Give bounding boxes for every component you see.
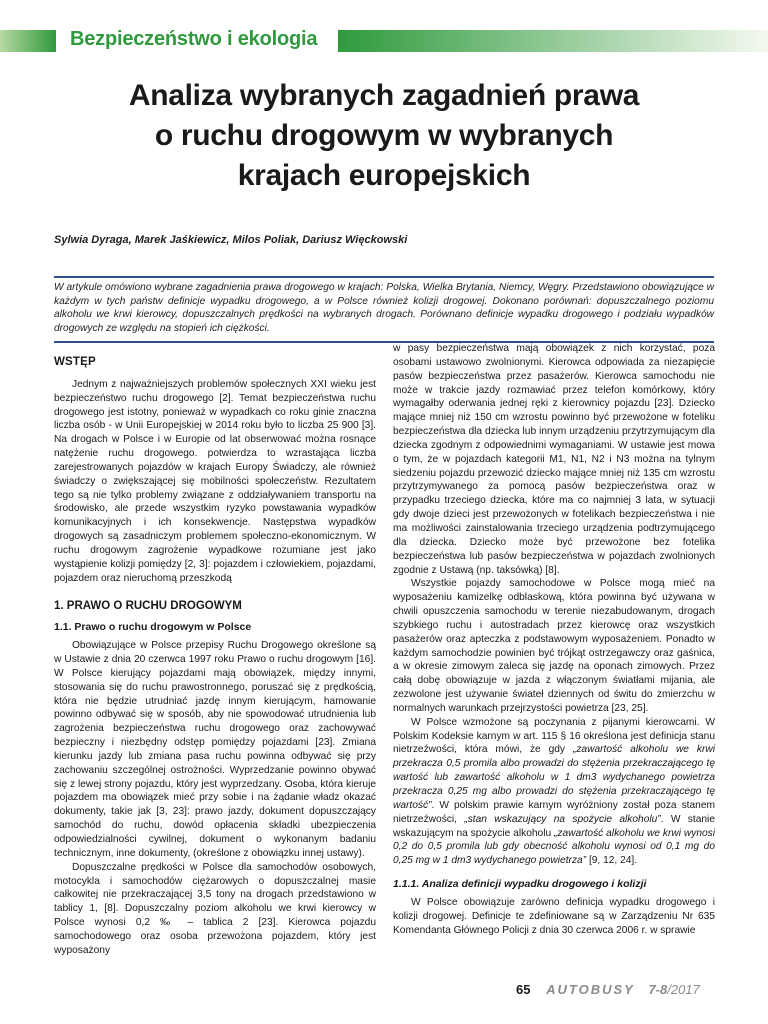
journal-name: AUTOBUSY	[546, 982, 635, 997]
paragraph-speed-limits: Dopuszczalne prędkości w Polsce dla samochodów osobowych, motocykla i samochodów ciężarowych o dopuszczalnej masie całkowitej nie przekraczającej 3,5 tony na drogach przedstawiono w tablicy 1, [8]. Dopuszczalny poziom alkoholu we krwi kierowcy w Polsce wynosi 0,2 ‰ – tablica 2 [23]. Kierowca pojazdu samochodowego oraz osoba przewożona pojazdem, który jest wyposażony	[54, 861, 376, 956]
subsection-heading-1-1: 1.1. Prawo o ruchu drogowym w Polsce	[54, 621, 252, 634]
alcohol-text-mid-1: . W polskim prawie karnym wyróżniony został poza stanem nietrzeźwości,	[393, 799, 715, 825]
alcohol-quote-2: „stan wskazujący na spożycie alkoholu”	[464, 813, 661, 825]
alcohol-text-start: W Polsce wzmożone są poczynania z pijanymi kierowcami. W Polskim Kodeksie karnym w art. 115 § 16 określona jest definicja stanu nietrzeźwości, która mówi, że gdy	[393, 716, 715, 756]
paragraph-alcohol	[393, 716, 715, 868]
page-footer	[516, 982, 700, 997]
intro-heading: WSTĘP	[54, 356, 96, 368]
header-bar-left	[0, 30, 56, 52]
authors: Sylwia Dyraga, Marek Jaśkiewicz, Milos Poliak, Dariusz Więckowski	[54, 234, 408, 246]
alcohol-text-end: [9, 12, 24].	[586, 855, 638, 867]
issue-number: 7-8	[648, 982, 668, 997]
abstract: W artykule omówiono wybrane zagadnienia prawa drogowego w krajach: Polska, Wielka Brytania, Niemcy, Węgry. Przedstawiono obowiązujące w każdym w tych państw definicje wypadku drogowego, a w Polsce również kolizji drogowej. Dokonano porównań: dopuszczalnego poziomu alkoholu we krwi kierowcy, dopuszczalnych prędkości na wybranych drogach. Porównano definicje wypadku drogowego i podziału wypadków drogowych ze względu na stopień ich ciężkości.	[54, 282, 714, 334]
intro-paragraph: Jednym z najważniejszych problemów społecznych XXI wieku jest bezpieczeństwo ruchu drogowego [2]. Temat bezpieczeństwa ruchu drogowego jest istotny, ponieważ w wypadkach co roku ginie znaczna liczba osób - w Unii Europejskiej w 2014 roku było to liczba 25 900 [3]. Na drogach w Polsce i w Europie od lat obserwować można rosnące natężenie ruchu drogowego. potwierdza to wzrastająca liczba zarejestrowanych pojazdów w krajach Europy Świadczy, ale również świadczy o zwiększającej się mobilności społeczeństw. Rezultatem tego są nie tylko problemy związane z oddziaływaniem transportu na środowisko, ale przede wszystkim ryzyko powstawania wypadków komunikacyjnych i ich konsekwencje. Następstwa wypadków drogowych są zasadniczym problemem społeczno-ekonomicznym. W ruchu drogowym zagrożenie wypadkowe rozumiane jest jako wystąpienie kolizji pomiędzy [2, 3]: pojazdem i człowiekiem, pojazdami, pojazdem oraz nieruchomą przeszkodą	[54, 378, 376, 584]
article-title	[70, 76, 698, 196]
title-line-3: krajach europejskich	[237, 159, 531, 192]
section-heading-1: 1. PRAWO O RUCHU DROGOWYM	[54, 599, 242, 612]
header-bar-right	[338, 30, 768, 52]
subsection-heading-1-1-1: 1.1.1. Analiza definicji wypadku drogowego i kolizji	[393, 878, 647, 891]
alcohol-quote-3: „zawartość alkoholu we krwi wynosi 0,2 do 0,5 promila lub gdy obecność alkoholu wynosi od 0,1 mg do 0,25 mg w 1 dm3 wydychanego powietrza”	[393, 827, 716, 867]
paragraph-seatbelts: w pasy bezpieczeństwa mają obowiązek z nich korzystać, poza osobami ustawowo zwolnionymi. Kierowca odpowiada za niezapięcie pasów bezpieczeństwa przez pasażerów. Kierowca samochodu nie może w trakcie jazdy rozmawiać przez telefon komórkowy, który wymagałby oderwania jednej ręki z kierownicy pojazdu [23]. Dziecko mające mniej niż 150 cm wzrostu powinno być przewożone w foteliku bezpieczeństwa dla dziecka lub innym urządzeniu przytrzymującym dla dziecka zgodnym z odpowiednimi wymaganiami. W ustawie jest mowa o tym, że w pojazdach kategorii M1, N1, N2 i N3 można na tylnym siedzeniu pojazdu przewozić dziecko mające mniej niż 135 cm wzrostu przytrzymywanego za pomocą pasów bezpieczeństwa oraz w przypadku trzeciego dziecka, które ma co najmniej 3 lata, w sytuacji gdy dwoje dzieci jest przewożonych w fotelikach bezpieczeństwa i nie ma możliwości zainstalowania trzeciego urządzenia podtrzymującego dla dziecka. Dziecko może być przewożone bez fotelika bezpieczeństwa lub pasów bezpieczeństwa w pojazdach zwolnionych zgodnie z Ustawą (np. taksówką) [8].	[393, 343, 715, 576]
issue-year: /2017	[667, 982, 700, 997]
title-line-2: o ruchu drogowym w wybranych	[154, 119, 614, 152]
left-column	[54, 356, 376, 958]
alcohol-quote-1: „zawartość alkoholu we krwi przekracza 0,5 promila albo prowadzi do stężenia przekraczającego tę wartość lub zawartość alkoholu w 1 dm3 wydychanego powietrza przekracza 0,25 mg albo prowadzi do stężenia przekraczającego tę wartość”	[393, 744, 715, 811]
title-line-1: Analiza wybranych zagadnień prawa	[128, 79, 640, 112]
alcohol-text-mid-2: . W stanie wskazującym na spożycie alkoholu	[393, 813, 715, 839]
section-name: Bezpieczeństwo i ekologia	[70, 28, 318, 50]
page-number: 65	[516, 982, 531, 997]
paragraph-definitions: W Polsce obowiązuje zarówno definicja wypadku drogowego i kolizji drogowej. Definicje te zdefiniowane są w Zarządzeniu Nr 635 Komendanta Głównego Policji z dnia 30 czerwca 2006 r. w sprawie	[393, 896, 715, 936]
right-column	[393, 342, 715, 937]
abstract-rule-top	[54, 276, 714, 278]
paragraph-equipment: Wszystkie pojazdy samochodowe w Polsce mogą mieć na wyposażeniu kamizelkę odblaskową, która powinna być używana w chwili opuszczenia samochodu w terenie niezabudowanym, drogach szybkiego ruchu i autostradach przez kierowcę oraz wszystkich pasażerów oraz apteczka z podstawowym wyposażeniem. Ponadto w każdym samochodzie powinien być trójkąt ostrzegawczy oraz gaśnica, a w okresie zimowym zaleca się jazdę na oponach zimowych. Przez całą dobę obowiązuje w jazda z włączonym światłami mijania, ale zezwolone jest używanie świateł dziennych od świtu do zmierzchu w normalnych warunkach przejrzystości powietrza [23, 25].	[393, 578, 715, 714]
issue-label	[648, 982, 699, 997]
paragraph-traffic-rules: Obowiązujące w Polsce przepisy Ruchu Drogowego określone są w Ustawie z dnia 20 czerwca 1997 roku Prawo o ruchu drogowym [16]. W Polsce kierujący pojazdami mają obowiązek, między innymi, stosowania się do ruchu prawostronnego, poruszać się z prędkością, która nie będzie utrudniać jazdę innym kierującym, hamowanie powinno odbywać się w sposób, aby nie spowodować utrudnienia lub zagrożenia bezpieczeństwa ruchu drogowego oraz zachowywać bezpieczny i niezbędny odstęp pomiędzy pojazdami [23]. Zmiana kierunku jazdy lub zmiana pasa ruchu powinna odbywać się przy zachowaniu szczególnej ostrożności. Wyprzedzanie powinno obywać się z lewej strony pojazdu, który jest wyprzedzany. Osoba, która kieruje pojazdem ma obowiązek mieć przy sobie i na żądanie władz okazać dokumenty, takie jak [3, 23]: prawo jazdy, dokument dopuszczający samochód do ruchu, dowód opłacenia składki ubezpieczenia odpowiedzialności cywilnej, dokument o wykonanym badaniu technicznym, inne dokumenty, (określone z obowiązku innej ustawy).	[54, 640, 376, 859]
